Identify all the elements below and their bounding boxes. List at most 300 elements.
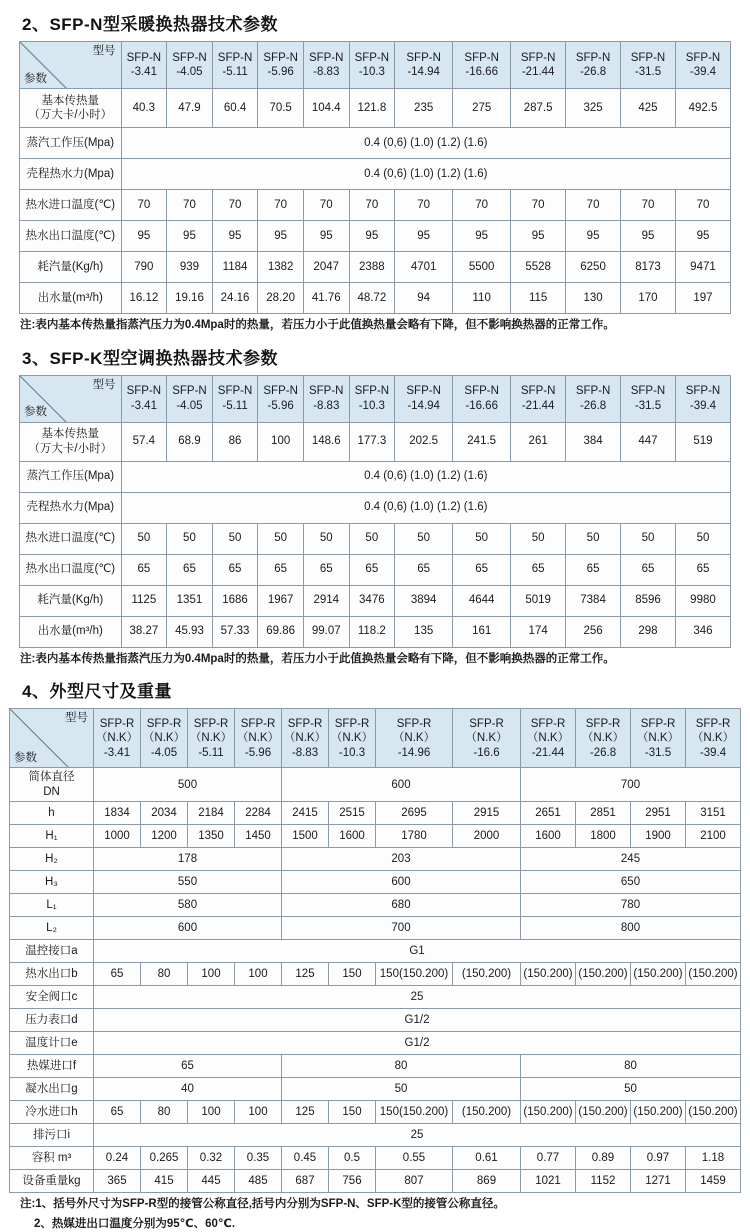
cell-value: 95 bbox=[212, 221, 258, 252]
cell-value: 447 bbox=[621, 422, 676, 461]
table-row bbox=[20, 492, 731, 523]
column-header-size: -31.5 bbox=[644, 746, 672, 759]
cell-value: 346 bbox=[675, 616, 730, 647]
cell-value: 1.18 bbox=[686, 1147, 741, 1170]
cell-value: 95 bbox=[349, 221, 395, 252]
cell-value: 50 bbox=[511, 523, 566, 554]
column-header-model: SFP-N bbox=[406, 51, 441, 64]
table-row bbox=[10, 871, 741, 894]
row-span-value: 25 bbox=[94, 986, 741, 1009]
column-header-size: -5.96 bbox=[267, 399, 294, 412]
cell-value: 65 bbox=[258, 554, 304, 585]
row-label: 凝水出口g bbox=[10, 1078, 94, 1101]
cell-value: 38.27 bbox=[121, 616, 167, 647]
table-row bbox=[20, 585, 731, 616]
section-title-dimensions: 4、外型尺寸及重量 bbox=[22, 682, 172, 702]
column-header-variant: （N.K） bbox=[142, 732, 186, 745]
column-header-size: -16.66 bbox=[465, 66, 498, 78]
cell-value: 50 bbox=[212, 523, 258, 554]
cell-value: 3894 bbox=[395, 585, 453, 616]
column-header-1 bbox=[121, 42, 167, 89]
column-header-12 bbox=[675, 42, 730, 89]
cell-value: 1834 bbox=[94, 802, 141, 825]
cell-value: 2284 bbox=[235, 802, 282, 825]
table-row bbox=[10, 1170, 741, 1193]
column-header-7 bbox=[376, 709, 453, 768]
column-header-10 bbox=[576, 709, 631, 768]
row-label: 热水出口温度(℃) bbox=[20, 554, 122, 585]
cell-value: 70 bbox=[395, 190, 453, 221]
row-group-value-2: 700 bbox=[282, 917, 521, 940]
row-group-value-3: 80 bbox=[521, 1055, 741, 1078]
column-header-model: SFP-N bbox=[520, 385, 556, 398]
cell-value: 65 bbox=[621, 554, 676, 585]
row-span-value: G1/2 bbox=[94, 1032, 741, 1055]
column-header-size: -26.8 bbox=[579, 66, 607, 78]
cell-value: 70.5 bbox=[258, 89, 304, 128]
column-header-6 bbox=[349, 42, 395, 89]
row-label: 冷水进口h bbox=[10, 1101, 94, 1124]
column-header-model: SFP-R bbox=[99, 717, 135, 730]
column-header-6 bbox=[329, 709, 376, 768]
column-header-size: -5.96 bbox=[244, 746, 272, 759]
cell-value: 95 bbox=[675, 221, 730, 252]
row-span-value: 25 bbox=[94, 1124, 741, 1147]
column-header-5 bbox=[303, 42, 349, 89]
column-header-size: -31.5 bbox=[634, 399, 662, 412]
cell-value: 1450 bbox=[235, 825, 282, 848]
row-label: 耗汽量(Kg/h) bbox=[20, 252, 122, 283]
cell-value: 2695 bbox=[376, 802, 453, 825]
row-group-value-2: 680 bbox=[282, 894, 521, 917]
cell-value: 492.5 bbox=[675, 89, 730, 128]
row-label: 热水出口b bbox=[10, 963, 94, 986]
cell-value: 70 bbox=[566, 190, 621, 221]
cell-value: 756 bbox=[329, 1170, 376, 1193]
column-header-size: -8.83 bbox=[291, 746, 319, 759]
column-header-variant: （N.K） bbox=[236, 732, 280, 745]
cell-value: 50 bbox=[349, 523, 395, 554]
table-row bbox=[20, 554, 731, 585]
row-label: 热水出口温度(℃) bbox=[20, 221, 122, 252]
cell-value: 50 bbox=[675, 523, 730, 554]
cell-value: 57.33 bbox=[212, 616, 258, 647]
column-header-model: SFP-N bbox=[406, 385, 441, 398]
row-label-line2: （万大卡/小时） bbox=[28, 109, 113, 121]
row-group-value-3: 800 bbox=[521, 917, 741, 940]
cell-value: 0.32 bbox=[188, 1147, 235, 1170]
table-row bbox=[10, 917, 741, 940]
column-header-variant: （N.K） bbox=[392, 732, 436, 745]
column-header-model: SFP-R bbox=[146, 717, 182, 730]
cell-value: 5500 bbox=[453, 252, 511, 283]
column-header-model: SFP-N bbox=[308, 51, 344, 64]
cell-value: 95 bbox=[303, 221, 349, 252]
column-header-model: SFP-N bbox=[308, 385, 344, 398]
column-header-size: -5.11 bbox=[222, 66, 248, 78]
column-header-1 bbox=[94, 709, 141, 768]
cell-value: 65 bbox=[94, 1101, 141, 1124]
cell-value: 1021 bbox=[521, 1170, 576, 1193]
cell-value: 100 bbox=[188, 1101, 235, 1124]
column-header-model: SFP-R bbox=[240, 717, 276, 730]
cell-value: 2034 bbox=[141, 802, 188, 825]
column-header-9 bbox=[521, 709, 576, 768]
column-header-size: -4.05 bbox=[176, 399, 203, 412]
cell-value: 365 bbox=[94, 1170, 141, 1193]
column-header-6 bbox=[349, 375, 395, 422]
header-param-label: 参数 bbox=[24, 72, 47, 85]
header-model-label: 型号 bbox=[65, 712, 88, 725]
cell-value: 57.4 bbox=[121, 422, 167, 461]
row-label: 设备重量kg bbox=[10, 1170, 94, 1193]
header-param-label: 参数 bbox=[14, 751, 37, 764]
cell-value: 1200 bbox=[141, 825, 188, 848]
row-group-value-3: 50 bbox=[521, 1078, 741, 1101]
cell-value: 425 bbox=[621, 89, 676, 128]
table-row bbox=[10, 848, 741, 871]
cell-value: 177.3 bbox=[349, 422, 395, 461]
cell-value: 4644 bbox=[453, 585, 511, 616]
row-label-line1: 基本传热量 bbox=[41, 94, 100, 107]
section-dimensions bbox=[0, 667, 750, 1232]
cell-value: 65 bbox=[212, 554, 258, 585]
cell-value: (150.200) bbox=[686, 963, 741, 986]
cell-value: 241.5 bbox=[453, 422, 511, 461]
cell-value: 99.07 bbox=[303, 616, 349, 647]
cell-value: 95 bbox=[395, 221, 453, 252]
cell-value: 3151 bbox=[686, 802, 741, 825]
cell-value: (150.200) bbox=[631, 963, 686, 986]
cell-value: 70 bbox=[453, 190, 511, 221]
cell-value: 0.97 bbox=[631, 1147, 686, 1170]
table-row bbox=[10, 1078, 741, 1101]
section-sfp-n bbox=[0, 0, 750, 334]
column-header-variant: （N.K） bbox=[526, 732, 570, 745]
table-row bbox=[10, 768, 741, 802]
table-row bbox=[10, 1101, 741, 1124]
column-header-model: SFP-R bbox=[334, 717, 370, 730]
cell-value: 261 bbox=[511, 422, 566, 461]
cell-value: 807 bbox=[376, 1170, 453, 1193]
row-label: 蒸汽工作压(Mpa) bbox=[20, 128, 122, 159]
column-header-size: -39.4 bbox=[689, 399, 717, 412]
cell-value: 0.35 bbox=[235, 1147, 282, 1170]
cell-value: 95 bbox=[621, 221, 676, 252]
cell-value: 2000 bbox=[453, 825, 521, 848]
table-row bbox=[10, 825, 741, 848]
column-header-variant: （N.K） bbox=[283, 732, 327, 745]
row-label-line2: DN bbox=[43, 785, 60, 798]
table-header-row bbox=[10, 709, 741, 768]
row-label bbox=[20, 89, 122, 128]
row-label: 压力表口d bbox=[10, 1009, 94, 1032]
cell-value: 65 bbox=[566, 554, 621, 585]
column-header-4 bbox=[258, 42, 304, 89]
row-label: L₁ bbox=[10, 894, 94, 917]
column-header-model: SFP-R bbox=[695, 717, 731, 730]
cell-value: 50 bbox=[121, 523, 167, 554]
cell-value: 5019 bbox=[511, 585, 566, 616]
table-row bbox=[10, 1032, 741, 1055]
row-span-value: 0.4 (0,6) (1.0) (1.2) (1.6) bbox=[121, 492, 730, 523]
column-header-model: SFP-N bbox=[172, 51, 207, 64]
row-group-value-1: 550 bbox=[94, 871, 282, 894]
column-header-11 bbox=[621, 42, 676, 89]
cell-value: 0.89 bbox=[576, 1147, 631, 1170]
column-header-size: -31.5 bbox=[634, 66, 662, 78]
cell-value: 9980 bbox=[675, 585, 730, 616]
cell-value: 48.72 bbox=[349, 283, 395, 314]
cell-value: 70 bbox=[511, 190, 566, 221]
column-header-size: -16.66 bbox=[465, 399, 498, 412]
cell-value: (150.200) bbox=[576, 1101, 631, 1124]
cell-value: 80 bbox=[141, 963, 188, 986]
column-header-size: -5.11 bbox=[198, 746, 224, 759]
cell-value: 65 bbox=[349, 554, 395, 585]
column-header-variant: （N.K） bbox=[465, 732, 508, 745]
cell-value: 445 bbox=[188, 1170, 235, 1193]
column-header-1 bbox=[121, 375, 167, 422]
column-header-size: -4.05 bbox=[150, 746, 178, 759]
table-row bbox=[20, 221, 731, 252]
row-group-value-2: 203 bbox=[282, 848, 521, 871]
column-header-8 bbox=[453, 709, 521, 768]
column-header-size: -8.83 bbox=[313, 66, 340, 78]
cell-value: 0.61 bbox=[453, 1147, 521, 1170]
cell-value: 100 bbox=[258, 422, 304, 461]
column-header-size: -3.41 bbox=[130, 66, 157, 78]
table-row bbox=[10, 940, 741, 963]
cell-value: 0.265 bbox=[141, 1147, 188, 1170]
cell-value: (150.200) bbox=[521, 963, 576, 986]
cell-value: 287.5 bbox=[511, 89, 566, 128]
header-corner-cell bbox=[20, 42, 122, 89]
cell-value: (150.200) bbox=[521, 1101, 576, 1124]
cell-value: 3476 bbox=[349, 585, 395, 616]
row-label: 耗汽量(Kg/h) bbox=[20, 585, 122, 616]
column-header-variant: （N.K） bbox=[330, 732, 374, 745]
row-group-value-1: 178 bbox=[94, 848, 282, 871]
column-header-model: SFP-N bbox=[685, 51, 721, 64]
cell-value: 50 bbox=[167, 523, 213, 554]
row-label: H₁ bbox=[10, 825, 94, 848]
row-label: 蒸汽工作压(Mpa) bbox=[20, 461, 122, 492]
table-row bbox=[10, 963, 741, 986]
column-header-model: SFP-N bbox=[520, 51, 556, 64]
cell-value: 0.45 bbox=[282, 1147, 329, 1170]
row-label: L₂ bbox=[10, 917, 94, 940]
column-header-12 bbox=[675, 375, 730, 422]
row-group-value-3: 780 bbox=[521, 894, 741, 917]
row-label: H₃ bbox=[10, 871, 94, 894]
table-row bbox=[20, 159, 731, 190]
row-label-line1: 简体直径 bbox=[28, 771, 75, 784]
row-group-value-3: 245 bbox=[521, 848, 741, 871]
row-label: 容积 m³ bbox=[10, 1147, 94, 1170]
cell-value: 2515 bbox=[329, 802, 376, 825]
cell-value: 70 bbox=[258, 190, 304, 221]
cell-value: (150.200) bbox=[686, 1101, 741, 1124]
cell-value: 70 bbox=[212, 190, 258, 221]
cell-value: 1800 bbox=[576, 825, 631, 848]
column-header-model: SFP-N bbox=[263, 385, 298, 398]
table-row bbox=[10, 894, 741, 917]
cell-value: 80 bbox=[141, 1101, 188, 1124]
section-title-sfp-k: 3、SFP-K型空调换热器技术参数 bbox=[22, 348, 278, 368]
column-header-model: SFP-R bbox=[396, 717, 432, 730]
column-header-model: SFP-N bbox=[575, 51, 611, 64]
row-label-line1: 基本传热量 bbox=[41, 428, 100, 441]
row-group-value-3: 650 bbox=[521, 871, 741, 894]
table-row bbox=[20, 252, 731, 283]
row-group-value-1: 65 bbox=[94, 1055, 282, 1078]
row-label: 温控接口a bbox=[10, 940, 94, 963]
table-row bbox=[20, 283, 731, 314]
cell-value: 2914 bbox=[303, 585, 349, 616]
cell-value: 100 bbox=[235, 963, 282, 986]
column-header-size: -10.3 bbox=[358, 66, 385, 78]
cell-value: 130 bbox=[566, 283, 621, 314]
cell-value: 45.93 bbox=[167, 616, 213, 647]
cell-value: 2047 bbox=[303, 252, 349, 283]
column-header-2 bbox=[167, 375, 213, 422]
row-group-value-1: 580 bbox=[94, 894, 282, 917]
note-dimensions-2: 2、热媒进出口温度分别为95℃、60℃. bbox=[34, 1217, 236, 1230]
cell-value: 95 bbox=[167, 221, 213, 252]
cell-value: 19.16 bbox=[167, 283, 213, 314]
column-header-model: SFP-N bbox=[217, 51, 253, 64]
column-header-3 bbox=[212, 42, 258, 89]
cell-value: 28.20 bbox=[258, 283, 304, 314]
cell-value: 70 bbox=[167, 190, 213, 221]
cell-value: 2915 bbox=[453, 802, 521, 825]
cell-value: 256 bbox=[566, 616, 621, 647]
cell-value: 40.3 bbox=[121, 89, 167, 128]
cell-value: 150(150.200) bbox=[376, 1101, 453, 1124]
cell-value: 2851 bbox=[576, 802, 631, 825]
column-header-size: -14.94 bbox=[407, 399, 440, 412]
cell-value: 50 bbox=[303, 523, 349, 554]
column-header-model: SFP-N bbox=[263, 51, 298, 64]
cell-value: 298 bbox=[621, 616, 676, 647]
table-row bbox=[10, 802, 741, 825]
cell-value: 150 bbox=[329, 963, 376, 986]
column-header-size: -3.41 bbox=[103, 746, 131, 759]
cell-value: 100 bbox=[235, 1101, 282, 1124]
column-header-size: -3.41 bbox=[130, 399, 157, 412]
row-label: 出水量(m³/h) bbox=[20, 616, 122, 647]
cell-value: 95 bbox=[121, 221, 167, 252]
row-group-value-1: 500 bbox=[94, 768, 282, 802]
row-label bbox=[20, 422, 122, 461]
cell-value: 5528 bbox=[511, 252, 566, 283]
cell-value: (150.200) bbox=[576, 963, 631, 986]
cell-value: 869 bbox=[453, 1170, 521, 1193]
cell-value: 1351 bbox=[167, 585, 213, 616]
table-dimensions bbox=[9, 708, 741, 1193]
cell-value: 86 bbox=[212, 422, 258, 461]
cell-value: 65 bbox=[303, 554, 349, 585]
column-header-model: SFP-N bbox=[630, 51, 666, 64]
row-label: 壳程热水力(Mpa) bbox=[20, 492, 122, 523]
cell-value: 65 bbox=[511, 554, 566, 585]
cell-value: 197 bbox=[675, 283, 730, 314]
column-header-12 bbox=[686, 709, 741, 768]
cell-value: 1900 bbox=[631, 825, 686, 848]
cell-value: 16.12 bbox=[121, 283, 167, 314]
column-header-model: SFP-R bbox=[530, 717, 566, 730]
row-group-value-2: 50 bbox=[282, 1078, 521, 1101]
header-corner-cell bbox=[20, 375, 122, 422]
table-row bbox=[20, 190, 731, 221]
header-model-label: 型号 bbox=[92, 378, 116, 391]
cell-value: 65 bbox=[395, 554, 453, 585]
cell-value: 65 bbox=[167, 554, 213, 585]
cell-value: 68.9 bbox=[167, 422, 213, 461]
column-header-9 bbox=[511, 375, 566, 422]
cell-value: 790 bbox=[121, 252, 167, 283]
cell-value: 161 bbox=[453, 616, 511, 647]
cell-value: 104.4 bbox=[303, 89, 349, 128]
table-row bbox=[10, 1009, 741, 1032]
row-label: 安全阀口c bbox=[10, 986, 94, 1009]
table-row bbox=[10, 1055, 741, 1078]
column-header-size: -26.8 bbox=[589, 746, 617, 759]
cell-value: 95 bbox=[566, 221, 621, 252]
header-model-label: 型号 bbox=[92, 45, 116, 57]
table-row bbox=[20, 461, 731, 492]
table-row bbox=[10, 1124, 741, 1147]
column-header-2 bbox=[167, 42, 213, 89]
cell-value: 1000 bbox=[94, 825, 141, 848]
cell-value: 95 bbox=[258, 221, 304, 252]
cell-value: 485 bbox=[235, 1170, 282, 1193]
column-header-10 bbox=[566, 42, 621, 89]
cell-value: 50 bbox=[621, 523, 676, 554]
row-label: 出水量(m³/h) bbox=[20, 283, 122, 314]
row-group-value-3: 700 bbox=[521, 768, 741, 802]
cell-value: 115 bbox=[511, 283, 566, 314]
row-label: 热水进口温度(℃) bbox=[20, 523, 122, 554]
row-label: H₂ bbox=[10, 848, 94, 871]
column-header-size: -5.11 bbox=[222, 399, 248, 412]
column-header-2 bbox=[141, 709, 188, 768]
header-param-label: 参数 bbox=[24, 406, 47, 419]
column-header-size: -8.83 bbox=[313, 399, 340, 412]
cell-value: 125 bbox=[282, 963, 329, 986]
column-header-model: SFP-N bbox=[354, 51, 390, 64]
cell-value: 150(150.200) bbox=[376, 963, 453, 986]
column-header-model: SFP-R bbox=[193, 717, 229, 730]
column-header-model: SFP-N bbox=[217, 385, 253, 398]
column-header-size: -5.96 bbox=[267, 66, 294, 78]
cell-value: 325 bbox=[566, 89, 621, 128]
column-header-model: SFP-N bbox=[126, 51, 162, 64]
cell-value: 24.16 bbox=[212, 283, 258, 314]
column-header-5 bbox=[282, 709, 329, 768]
cell-value: 1382 bbox=[258, 252, 304, 283]
column-header-model: SFP-R bbox=[469, 717, 504, 730]
cell-value: 202.5 bbox=[395, 422, 453, 461]
column-header-3 bbox=[212, 375, 258, 422]
row-span-value: 0.4 (0,6) (1.0) (1.2) (1.6) bbox=[121, 159, 730, 190]
column-header-9 bbox=[511, 42, 566, 89]
cell-value: 1152 bbox=[576, 1170, 631, 1193]
column-header-5 bbox=[303, 375, 349, 422]
column-header-size: -14.94 bbox=[407, 66, 440, 78]
column-header-8 bbox=[453, 375, 511, 422]
